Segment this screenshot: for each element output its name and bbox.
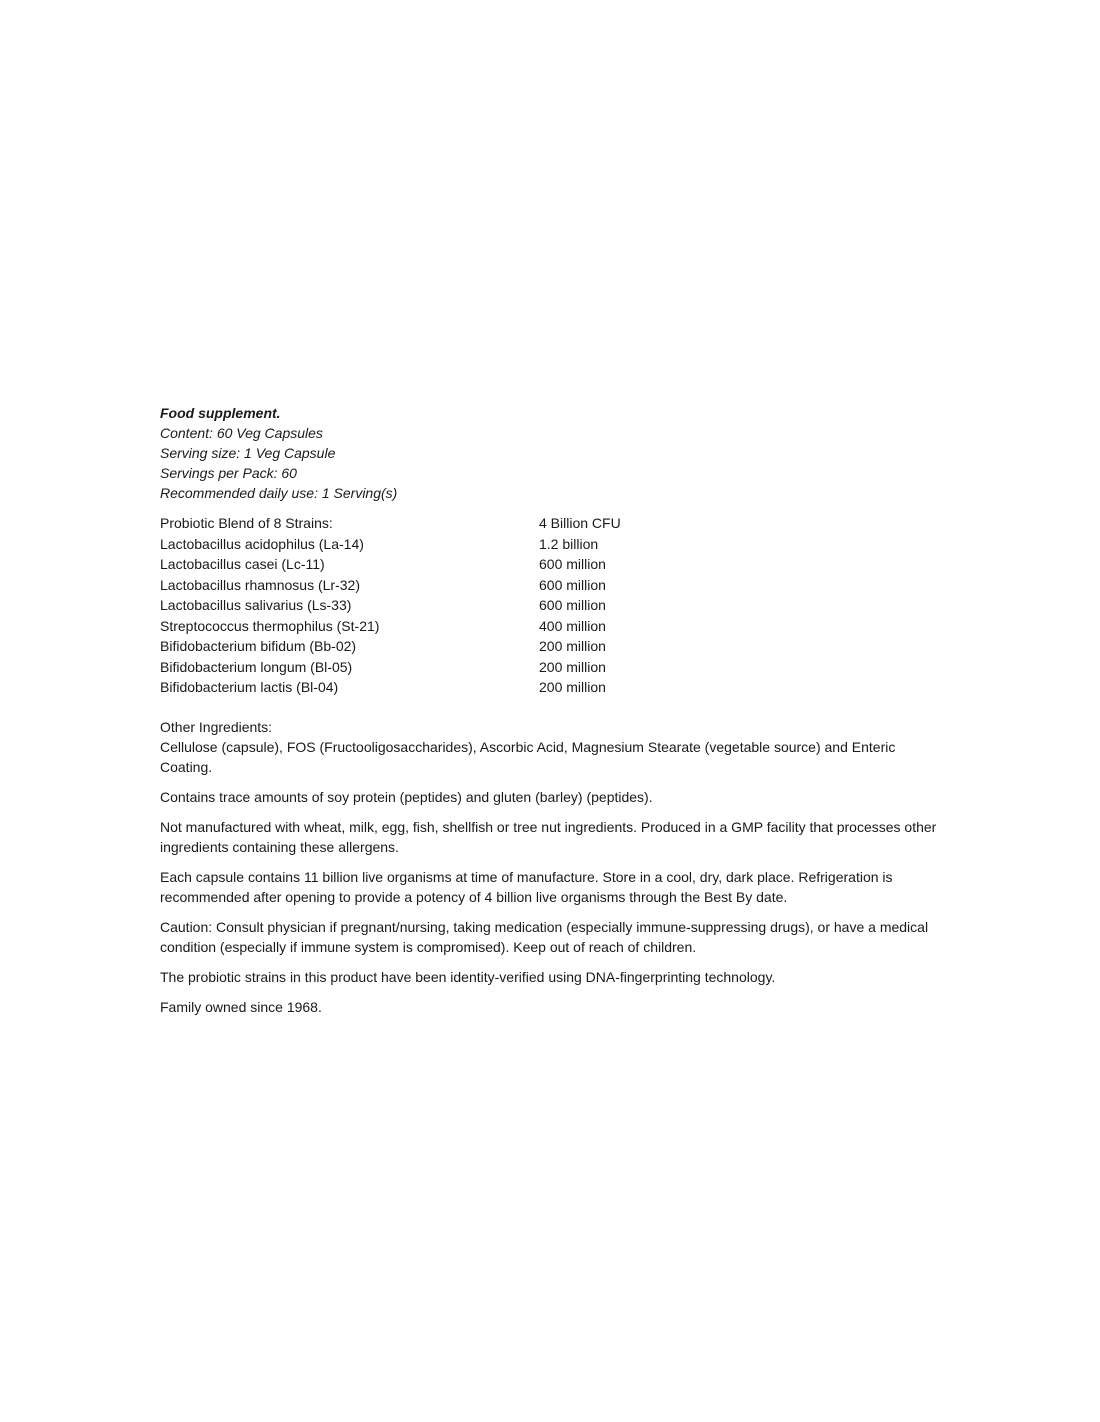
strain-name: Streptococcus thermophilus (St-21) <box>160 617 380 634</box>
strain-amount: 400 million <box>539 617 606 634</box>
strain-name: Bifidobacterium longum (Bl-05) <box>160 658 353 675</box>
blend-row <box>160 677 680 697</box>
recommended-use-line: Recommended daily use: 1 Serving(s) <box>160 485 398 501</box>
blend-row <box>160 636 680 656</box>
dna-verification-note: The probiotic strains in this product have been identity-verified using DNA-fingerprinting technology. <box>160 969 776 985</box>
blend-row <box>160 534 680 554</box>
strain-name: Probiotic Blend of 8 Strains: <box>160 515 333 531</box>
blend-row <box>160 616 680 636</box>
strain-amount: 4 Billion CFU <box>539 515 621 531</box>
strain-amount: 200 million <box>539 679 606 695</box>
serving-size-line: Serving size: 1 Veg Capsule <box>160 445 336 461</box>
family-owned-note: Family owned since 1968. <box>160 999 322 1015</box>
other-ingredients-text: Cellulose (capsule), FOS (Fructooligosaccharides), Ascorbic Acid, Magnesium Stearate (vegetable source) and Enteric Coating. <box>160 739 896 775</box>
label-title: Food supplement. <box>160 405 281 421</box>
other-ingredients-heading: Other Ingredients: <box>160 719 273 735</box>
blend-row <box>160 554 680 574</box>
intro-block <box>160 403 950 503</box>
strain-amount: 1.2 billion <box>539 535 599 552</box>
allergen-note: Not manufactured with wheat, milk, egg, fish, shellfish or tree nut ingredients. Produced in a GMP facility that processes other ingredients containing these allergens. <box>160 819 937 855</box>
strain-name: Bifidobacterium bifidum (Bb-02) <box>160 638 357 654</box>
blend-row <box>160 575 680 595</box>
blend-row <box>160 657 680 677</box>
strain-name: Lactobacillus casei (Lc-11) <box>160 556 325 572</box>
strain-amount: 600 million <box>539 597 606 613</box>
servings-per-pack-line: Servings per Pack: 60 <box>160 465 297 481</box>
blend-row <box>160 513 680 533</box>
strain-amount: 600 million <box>539 576 606 593</box>
strain-amount: 200 million <box>539 658 606 675</box>
storage-note: Each capsule contains 11 billion live organisms at time of manufacture. Store in a cool, dry, dark place. Refrigeration is recommended after opening to provide a potency of 4 billion live organisms through the Best By date. <box>160 869 893 905</box>
blend-row <box>160 595 680 615</box>
content-line: Content: 60 Veg Capsules <box>160 425 323 441</box>
probiotic-blend-table <box>160 513 680 697</box>
caution-note: Caution: Consult physician if pregnant/nursing, taking medication (especially immune-suppressing drugs), or have a medical condition (especially if immune system is compromised). Keep out of reach of children. <box>160 919 929 955</box>
strain-amount: 600 million <box>539 556 606 572</box>
strain-name: Lactobacillus salivarius (Ls-33) <box>160 597 352 613</box>
trace-amounts-note: Contains trace amounts of soy protein (peptides) and gluten (barley) (peptides). <box>160 789 653 805</box>
strain-amount: 200 million <box>539 638 606 654</box>
other-ingredients-section <box>160 717 950 777</box>
strain-name: Lactobacillus acidophilus (La-14) <box>160 535 364 552</box>
strain-name: Lactobacillus rhamnosus (Lr-32) <box>160 576 360 593</box>
product-label-document <box>160 403 950 1027</box>
strain-name: Bifidobacterium lactis (Bl-04) <box>160 679 339 695</box>
